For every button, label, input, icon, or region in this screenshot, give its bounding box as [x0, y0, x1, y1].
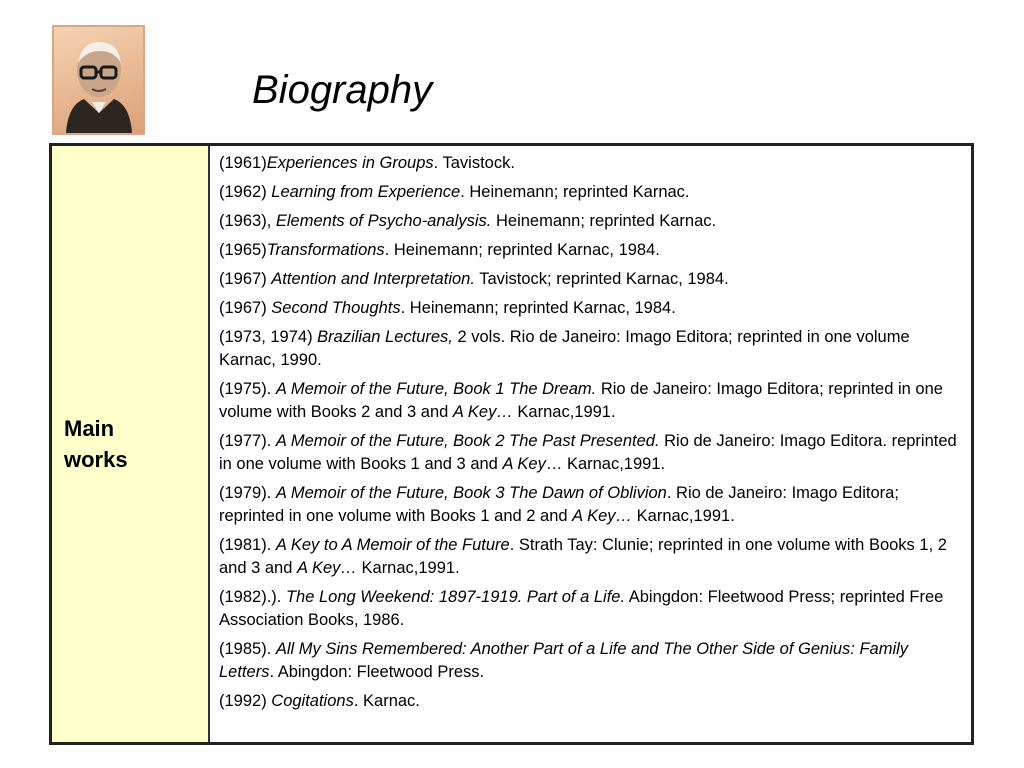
- work-text: (1981).: [219, 536, 276, 554]
- work-title: A Key: [502, 455, 546, 473]
- work-text: Karnac,1991.: [632, 507, 735, 525]
- page-title: Biography: [252, 68, 433, 112]
- work-title: A Key…: [297, 559, 357, 577]
- table-label: Main works: [64, 416, 128, 472]
- work-title: A Key to A Memoir of the Future: [275, 536, 510, 554]
- works-list: [210, 146, 971, 742]
- work-entry: [219, 239, 967, 262]
- work-text: (1961): [219, 154, 267, 172]
- work-text: 2 vols. Rio de Janeiro: Imago Editora; reprinted in one volume Karnac, 1990.: [219, 328, 910, 369]
- work-text: (1963),: [219, 212, 276, 230]
- work-text: . Abingdon: Fleetwood Press.: [269, 663, 485, 681]
- work-entry: [219, 586, 967, 632]
- work-entry: [219, 638, 967, 684]
- work-entry: [219, 482, 967, 528]
- work-text: (1967): [219, 299, 272, 317]
- work-title: A Memoir of the Future, Book 3 The Dawn of Oblivion: [275, 484, 667, 502]
- table-label-cell: [52, 146, 210, 742]
- work-text: (1977).: [219, 432, 276, 450]
- work-text: (1975).: [219, 380, 276, 398]
- work-text: Tavistock; reprinted Karnac, 1984.: [474, 270, 729, 288]
- work-text: (1965): [219, 241, 267, 259]
- work-text: . Karnac.: [353, 692, 420, 710]
- work-title: All My Sins Remembered: Another Part of a Life and The Other Side of Genius: Family Letters: [219, 640, 909, 681]
- work-text: . Heinemann; reprinted Karnac, 1984.: [400, 299, 676, 317]
- work-title: Second Thoughts: [271, 299, 401, 317]
- work-text: (1962): [219, 183, 272, 201]
- work-text: (1979).: [219, 484, 276, 502]
- work-text: (1967): [219, 270, 272, 288]
- work-text: . Strath Tay: Clunie; reprinted in one volume with Books 1, 2 and 3 and: [219, 536, 947, 577]
- work-text: Rio de Janeiro: Imago Editora. reprinted in one volume with Books 1 and 3 and: [219, 432, 957, 473]
- work-entry: [219, 430, 967, 476]
- work-text: Karnac,1991.: [356, 559, 460, 577]
- work-title: Transformations: [266, 241, 385, 259]
- work-text: . Heinemann; reprinted Karnac.: [460, 183, 690, 201]
- work-entry: [219, 181, 967, 204]
- work-entry: [219, 210, 967, 233]
- work-entry: [219, 534, 967, 580]
- work-text: Rio de Janeiro: Imago Editora; reprinted in one volume with Books 2 and 3 and: [219, 380, 943, 421]
- author-portrait-icon: [54, 27, 143, 133]
- work-text: Heinemann; reprinted Karnac.: [491, 212, 717, 230]
- work-entry: [219, 378, 967, 424]
- work-entry: [219, 268, 967, 291]
- work-title: Experiences in Groups: [266, 154, 434, 172]
- work-title: The Long Weekend: 1897-1919. Part of a Life.: [285, 588, 626, 606]
- work-text: . Heinemann; reprinted Karnac, 1984.: [384, 241, 660, 259]
- work-entry: [219, 690, 967, 713]
- author-portrait-image: [52, 25, 145, 135]
- work-text: Karnac,1991.: [512, 403, 616, 421]
- work-title: A Memoir of the Future, Book 1 The Dream.: [275, 380, 597, 398]
- work-entry: [219, 152, 967, 175]
- work-title: A Memoir of the Future, Book 2 The Past Presented.: [275, 432, 660, 450]
- work-text: (1992): [219, 692, 272, 710]
- work-title: A Key…: [452, 403, 513, 421]
- work-title: Brazilian Lectures,: [317, 328, 453, 346]
- work-text: … Karnac,1991.: [545, 455, 666, 473]
- work-text: (1982).).: [219, 588, 286, 606]
- work-text: Abingdon: Fleetwood Press; reprinted Free Association Books, 1986.: [219, 588, 944, 629]
- work-title: A Key…: [572, 507, 633, 525]
- work-text: (1973, 1974): [219, 328, 318, 346]
- work-title: Learning from Experience: [271, 183, 461, 201]
- work-entry: [219, 297, 967, 320]
- work-title: Attention and Interpretation.: [271, 270, 475, 288]
- work-entry: [219, 326, 967, 372]
- work-title: Cogitations: [271, 692, 354, 710]
- work-text: (1985).: [219, 640, 276, 658]
- work-title: Elements of Psycho-analysis.: [275, 212, 492, 230]
- main-works-table: [49, 143, 974, 745]
- work-text: . Tavistock.: [433, 154, 515, 172]
- work-text: . Rio de Janeiro: Imago Editora; reprinted in one volume with Books 1 and 2 and: [219, 484, 899, 525]
